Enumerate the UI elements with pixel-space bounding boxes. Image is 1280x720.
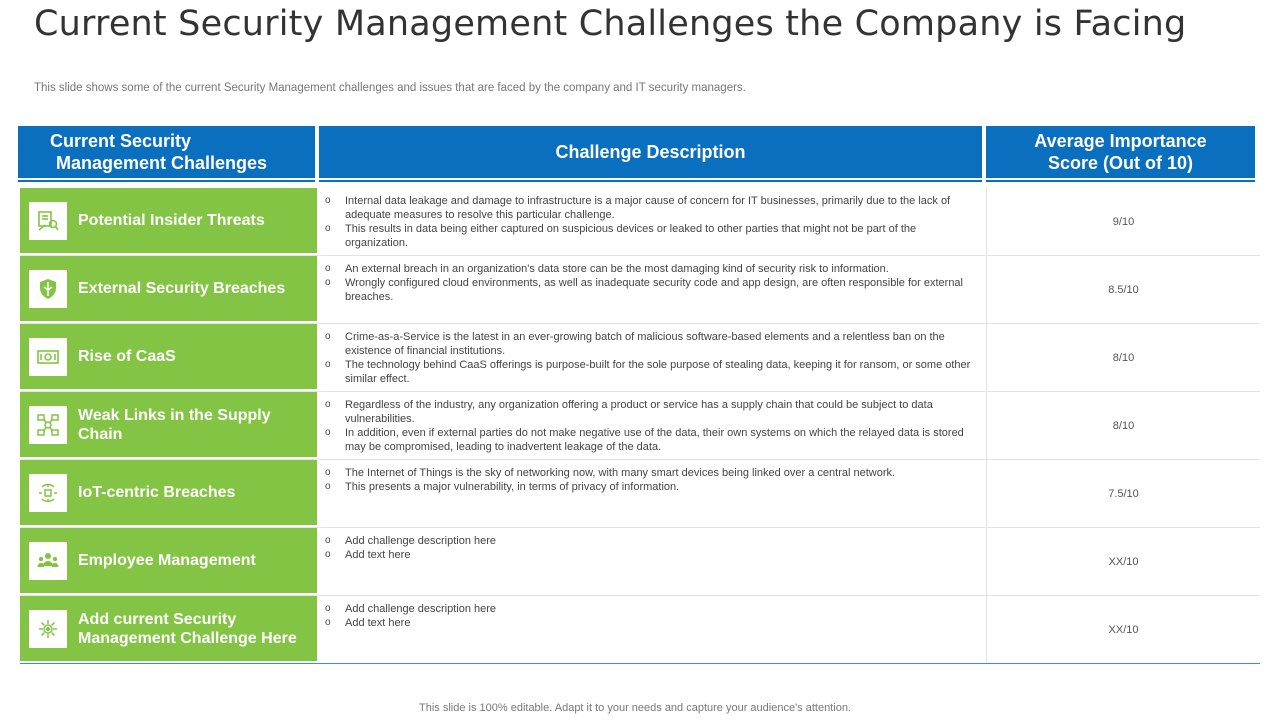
slide-title: Current Security Management Challenges the Company is Facing <box>34 4 1187 44</box>
bullet-text: The Internet of Things is the sky of networking now, with many smart devices being linked over a central network. <box>345 467 896 479</box>
header-underline-2 <box>319 180 982 182</box>
description-bullet <box>325 426 976 454</box>
score-cell <box>987 596 1260 663</box>
iot-icon <box>29 474 67 512</box>
challenge-label: Rise of CaaS <box>78 348 176 365</box>
score-cell <box>987 324 1260 391</box>
description-bullet <box>325 602 976 616</box>
money-icon <box>29 338 67 376</box>
bullet-text: Crime-as-a-Service is the latest in an ever-growing batch of malicious software-based elements and a relentless ban on the existence of financial institutions. <box>345 331 945 357</box>
score-cell <box>987 392 1260 459</box>
header-score-line1: Average Importance <box>1034 131 1207 151</box>
score-value: XX/10 <box>1108 555 1139 568</box>
slide-subtitle: This slide shows some of the current Security Management challenges and issues that are faced by the company and IT security managers. <box>34 82 746 94</box>
header-challenges-line2: Management Challenges <box>56 153 268 173</box>
bullet-text: The technology behind CaaS offerings is purpose-built for the sole purpose of stealing data, keeping it for ransom, or some other similar effect. <box>345 359 971 385</box>
bullet-text: Add challenge description here <box>345 535 497 547</box>
challenge-cell <box>20 392 317 459</box>
description-bullet <box>325 262 976 276</box>
description-list <box>325 602 976 630</box>
bullet-marker: o <box>325 359 331 370</box>
score-value: 7.5/10 <box>1108 487 1139 500</box>
bullet-text: This results in data being either captured on suspicious devices or leaked to other parties that might not be part of the organization. <box>345 223 917 249</box>
header-score-line2: Score (Out of 10) <box>1047 153 1194 173</box>
bullet-marker: o <box>325 223 331 234</box>
description-bullet <box>325 330 976 358</box>
description-bullet <box>325 616 976 630</box>
description-bullet <box>325 358 976 386</box>
challenge-label: Weak Links in the Supply Chain <box>78 406 271 443</box>
bullet-text: Add text here <box>345 549 411 561</box>
bullet-marker: o <box>325 467 331 478</box>
description-cell <box>317 528 987 595</box>
description-bullet <box>325 548 976 562</box>
header-underline-3 <box>986 180 1255 182</box>
description-bullet <box>325 398 976 426</box>
bullet-marker: o <box>325 331 331 342</box>
header-description <box>319 126 982 178</box>
challenge-label: External Security Breaches <box>78 280 286 297</box>
challenge-cell <box>20 188 317 255</box>
bullet-text: Wrongly configured cloud environments, as well as inadequate security code and app design, are often responsible for external breaches. <box>345 277 963 303</box>
footer-note: This slide is 100% editable. Adapt it to your needs and capture your audience's attention. <box>419 702 851 714</box>
challenge-cell <box>20 256 317 323</box>
bullet-text: In addition, even if external parties do not make negative use of the data, their own systems on which the relayed data is stored may be compromised, leading to inadvertent leakage of the data. <box>345 427 964 453</box>
bullet-text: Add text here <box>345 617 411 629</box>
challenge-label: Potential Insider Threats <box>78 212 265 229</box>
score-value: 9/10 <box>1112 215 1135 228</box>
description-bullet <box>325 194 976 222</box>
challenge-cell <box>20 460 317 527</box>
challenge-label: Employee Management <box>78 552 256 569</box>
header-challenges <box>18 126 315 178</box>
description-list <box>325 466 976 494</box>
bullet-marker: o <box>325 617 331 628</box>
description-list <box>325 398 976 454</box>
table-row <box>20 256 1260 324</box>
bullet-text: Internal data leakage and damage to infrastructure is a major cause of concern for IT businesses, primarily due to the lack of adequate measures to resolve this particular challenge. <box>345 195 951 221</box>
table-row <box>20 528 1260 596</box>
description-list <box>325 194 976 250</box>
insider-threat-icon <box>29 202 67 240</box>
bullet-marker: o <box>325 399 331 410</box>
bullet-marker: o <box>325 535 331 546</box>
table-row <box>20 596 1260 664</box>
description-cell <box>317 460 987 527</box>
description-bullet <box>325 534 976 548</box>
gear-circuit-icon <box>29 610 67 648</box>
challenge-cell <box>20 324 317 391</box>
challenges-table <box>20 188 1260 664</box>
score-cell <box>987 460 1260 527</box>
bullet-text: This presents a major vulnerability, in terms of privacy of information. <box>345 481 680 493</box>
score-value: 8/10 <box>1112 351 1135 364</box>
challenge-cell <box>20 528 317 595</box>
bullet-marker: o <box>325 549 331 560</box>
description-list <box>325 262 976 304</box>
table-row <box>20 188 1260 256</box>
bullet-text: Regardless of the industry, any organization offering a product or service has a supply chain that could be subject to data vulnerabilities. <box>345 399 933 425</box>
description-cell <box>317 256 987 323</box>
bullet-marker: o <box>325 277 331 288</box>
description-cell <box>317 392 987 459</box>
header-score <box>986 126 1255 178</box>
bullet-text: An external breach in an organization's data store can be the most damaging kind of security risk to information. <box>345 263 889 275</box>
bullet-marker: o <box>325 481 331 492</box>
score-cell <box>987 256 1260 323</box>
challenge-label: Add current Security Management Challenge Here <box>78 610 297 647</box>
description-bullet <box>325 480 976 494</box>
description-list <box>325 534 976 562</box>
table-row <box>20 392 1260 460</box>
description-list <box>325 330 976 386</box>
score-cell <box>987 188 1260 255</box>
shield-icon <box>29 270 67 308</box>
challenge-cell <box>20 596 317 663</box>
supply-chain-icon <box>29 406 67 444</box>
table-row <box>20 324 1260 392</box>
bullet-marker: o <box>325 263 331 274</box>
description-cell <box>317 596 987 663</box>
challenge-label: IoT-centric Breaches <box>78 484 236 501</box>
description-bullet <box>325 466 976 480</box>
score-value: 8.5/10 <box>1108 283 1139 296</box>
bullet-text: Add challenge description here <box>345 603 497 615</box>
score-cell <box>987 528 1260 595</box>
header-description-label: Challenge Description <box>555 142 746 162</box>
header-challenges-line1: Current Security <box>50 131 192 151</box>
bullet-marker: o <box>325 195 331 206</box>
employees-icon <box>29 542 67 580</box>
bullet-marker: o <box>325 427 331 438</box>
description-bullet <box>325 276 976 304</box>
score-value: XX/10 <box>1108 623 1139 636</box>
description-cell <box>317 324 987 391</box>
header-underline-1 <box>18 180 315 182</box>
table-row <box>20 460 1260 528</box>
description-cell <box>317 188 987 255</box>
description-bullet <box>325 222 976 250</box>
bullet-marker: o <box>325 603 331 614</box>
score-value: 8/10 <box>1112 419 1135 432</box>
